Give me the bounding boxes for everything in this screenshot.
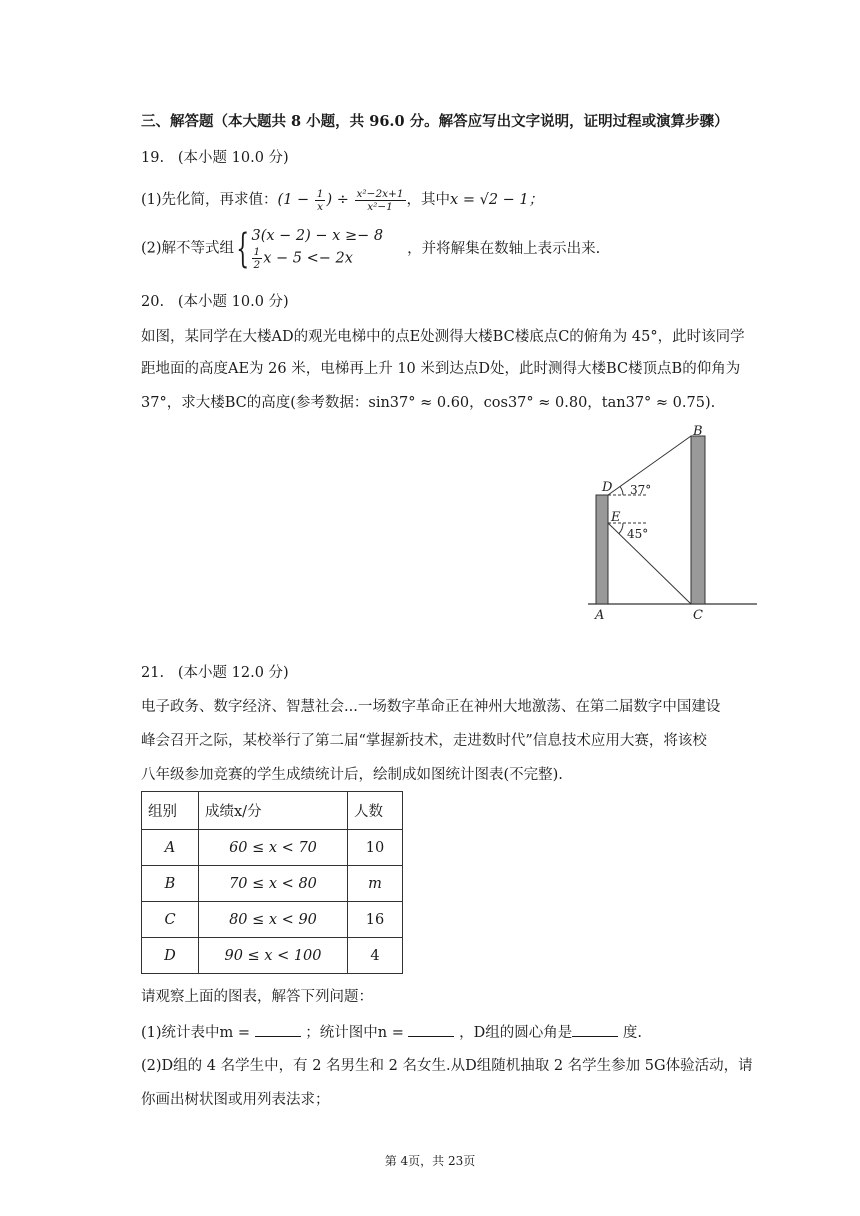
table-cell-group: D — [142, 938, 199, 974]
q21-header — [141, 663, 289, 683]
q19-fraction-denominator: x²−1 — [367, 200, 393, 213]
answer-blank-m[interactable] — [255, 1022, 301, 1037]
sub1-text-c: ，D组的圆心角是 — [459, 1025, 573, 1041]
q19-fraction — [355, 188, 406, 213]
q19-part1-where: ，其中 — [406, 192, 451, 208]
page-footer: 第 4页，共 23页 — [384, 1154, 476, 1168]
inequality-system — [252, 226, 384, 271]
building-ad — [596, 495, 608, 604]
q21-line-3: 八年级参加竞赛的学生成绩统计后，绘制成如图统计图表(不完整). — [141, 767, 563, 783]
q21-line-1: 电子政务、数字经济、智慧社会...一场数字革命正在神州大地激荡、在第二届数字中国建设 — [141, 699, 721, 715]
inequality-2-tail: x − 5 <− 2x — [263, 250, 353, 267]
q20-header — [141, 292, 289, 312]
answer-blank-n[interactable] — [408, 1022, 454, 1037]
q21-sub2-line-2: 你画出树状图或用列表法求； — [141, 1092, 330, 1108]
q19-part1: (1)先化简，再求值：(1 − $\frac{1}{x}$ ) ÷ $\frac{\text{x²−2x+1}}{\text{x²−1}}$ ，其中x = √2 − 1； — [141, 187, 544, 213]
table-cell-group: C — [142, 902, 199, 938]
table-cell-score: 60 ≤ x < 70 — [199, 830, 348, 866]
q21-prompt: 请观察上面的图表，解答下列问题： — [141, 989, 373, 1005]
q20-number: 20. — [141, 294, 165, 310]
elevator-building-figure — [585, 415, 765, 625]
line-ec — [608, 523, 691, 604]
section-heading: 三、解答题（本大题共 8 小题，共 96.0 分。解答应写出文字说明，证明过程或演算步骤） — [141, 113, 729, 130]
table-cell-score: 80 ≤ x < 90 — [199, 902, 348, 938]
q20-points: (本小题 10.0 分) — [177, 294, 289, 310]
q19-part2 — [141, 226, 600, 271]
sub1-text-a: (1)统计表中m = — [141, 1025, 255, 1041]
inequality-2: $\frac{1}{2}$ x − 5 <− 2x — [253, 246, 353, 271]
table-cell-score: 70 ≤ x < 80 — [199, 866, 348, 902]
label-a-text: A — [595, 608, 605, 623]
q19-part2-prefix: (2)解不等式组 — [141, 240, 235, 257]
table-row — [142, 830, 403, 866]
q19-header — [141, 148, 289, 168]
q21-sub2-line-1: (2)D组的 4 名学生中，有 2 名男生和 2 名女生.从D组随机抽取 2 名学生参加 5G体验活动，请 — [141, 1058, 753, 1074]
q19-fraction-numerator: x²−2x+1 — [356, 187, 404, 200]
table-row — [142, 902, 403, 938]
q21-points: (本小题 12.0 分) — [177, 665, 289, 681]
label-e-text: E — [611, 510, 621, 525]
answer-blank-angle[interactable] — [572, 1022, 618, 1037]
q19-part1-prefix: (1)先化简，再求值： — [141, 192, 278, 208]
table-header-cell: 成绩x/分 — [199, 792, 348, 830]
q20-line-2: 距地面的高度AE为 26 米，电梯再上升 10 米到达点D处，此时测得大楼BC楼顶点B的仰角为 — [141, 361, 741, 377]
q20-line-1: 如图，某同学在大楼AD的观光电梯中的点E处测得大楼BC楼底点C的俯角为 45°，此时该同学 — [141, 329, 745, 345]
inequality-1: 3(x − 2) − x ≥− 8 — [251, 228, 384, 244]
angle-arc-37 — [620, 487, 623, 496]
table-cell-count: 4 — [348, 938, 403, 974]
label-b-text: B — [693, 424, 703, 439]
sub1-text-b: ；统计图中n = — [305, 1025, 409, 1041]
score-table — [141, 791, 403, 974]
table-cell-group: A — [142, 830, 199, 866]
q19-points: (本小题 10.0 分) — [177, 150, 289, 166]
label-c-text: C — [693, 608, 703, 623]
table-cell-count: 16 — [348, 902, 403, 938]
q19-part1-value: x = √2 − 1； — [450, 192, 544, 208]
angle-37-text: 37° — [630, 483, 652, 497]
brace-icon: { — [236, 225, 250, 272]
q21-line-2: 峰会召开之际，某校举行了第二届“掌握新技术，走进数时代”信息技术应用大赛，将该校 — [141, 733, 707, 749]
table-cell-count: m — [348, 866, 403, 902]
q21-sub1 — [141, 1022, 642, 1043]
table-cell-group: B — [142, 866, 199, 902]
table-header-row — [142, 792, 403, 830]
angle-45-text: 45° — [627, 527, 649, 541]
q19-number: 19. — [141, 150, 165, 166]
table-cell-score: 90 ≤ x < 100 — [199, 938, 348, 974]
table-row — [142, 938, 403, 974]
q20-line-3: 37°，求大楼BC的高度(参考数据：sin37° ≈ 0.60，cos37° ≈ 0.80，tan37° ≈ 0.75). — [141, 395, 716, 411]
label-d-text: D — [602, 480, 613, 495]
table-cell-count: 10 — [348, 830, 403, 866]
table-header-cell: 人数 — [348, 792, 403, 830]
q19-part2-suffix: ，并将解集在数轴上表示出来. — [407, 240, 601, 257]
table-row — [142, 866, 403, 902]
building-bc — [691, 436, 705, 604]
table-header-cell: 组别 — [142, 792, 199, 830]
sub1-text-d: 度. — [622, 1025, 642, 1041]
q21-number: 21. — [141, 665, 165, 681]
